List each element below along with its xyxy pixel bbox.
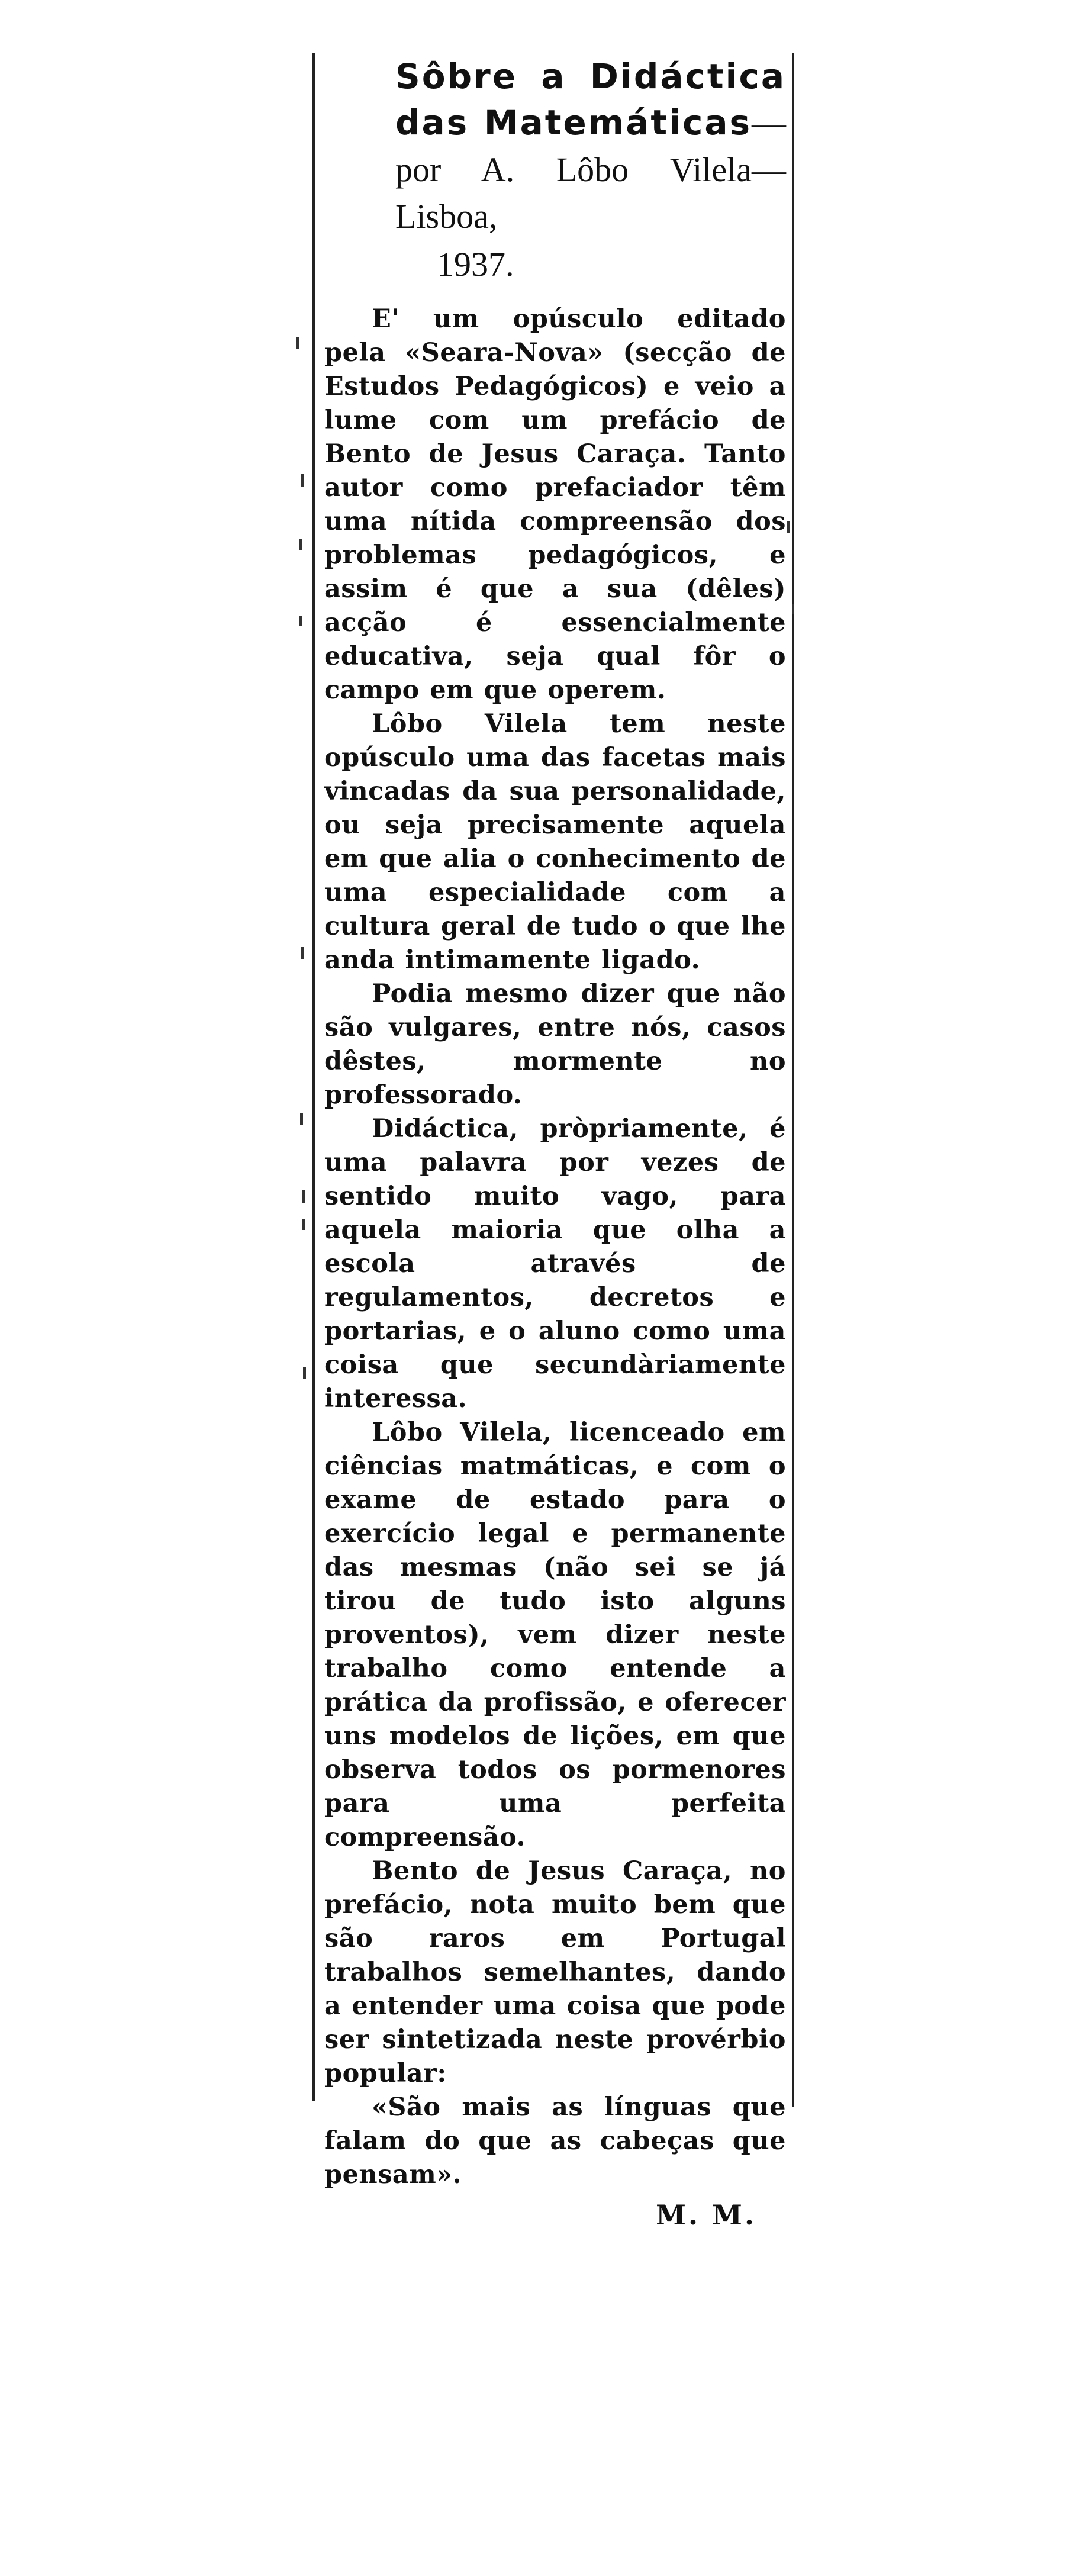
author-signature: M. M. [656, 2199, 756, 2231]
paragraph-7-quote: «São mais as línguas que falam do que as cabeças que pensam». [324, 2092, 786, 2189]
speck [787, 521, 790, 533]
speck [792, 604, 794, 614]
paragraph-2: Lôbo Vilela tem neste opúsculo uma das facetas mais vincadas da sua personalidade, ou seja precisamente aquela em que alia o conhecimento de uma especialidade com a cultura geral de tudo o que lhe anda intimamente ligado. [324, 709, 786, 975]
title-year: 1937. [437, 245, 514, 284]
paragraph-6: Bento de Jesus Caraça, no prefácio, nota muito bem que são raros em Portugal trabalhos semelhantes, dando a entender uma coisa que pode ser sintetizada neste provérbio popular: [324, 1856, 786, 2088]
article-column [324, 53, 786, 2236]
title-author-place: —por A. Lôbo Vilela—Lisboa, [395, 104, 786, 236]
speck [302, 1190, 305, 1203]
left-column-rule [312, 53, 315, 2101]
title-bold-text: Sôbre a Didáctica das Matemáticas [395, 56, 786, 143]
article-title [395, 53, 786, 240]
speck [296, 337, 299, 349]
speck [300, 1113, 303, 1125]
paragraph-5: Lôbo Vilela, licenceado em ciências matmáticas, e com o exame de estado para o exercício legal e permanente das mesmas (não sei se já tirou de tudo isto alguns proventos), vem dizer neste trabalho como entende a prática da profissão, e oferecer uns modelos de lições, em que observa todos os pormenores para uma perfeita compreensão. [324, 1418, 786, 1852]
article-body [324, 302, 786, 2192]
speck [302, 1219, 305, 1230]
newspaper-clipping [320, 53, 799, 2231]
article-heading [395, 53, 786, 289]
speck [299, 539, 302, 550]
right-column-rule [792, 53, 794, 2107]
paragraph-1: E' um opúsculo editado pela «Seara-Nova» (secção de Estudos Pedagógicos) e veio a lume com um prefácio de Bento de Jesus Caraça. Tanto autor como prefaciador têm uma nítida compreensão dos problemas pedagógicos, e assim é que a sua (dêles) acção é essencialmente educativa, seja qual fôr o campo em que operem. [324, 304, 786, 705]
speck [301, 474, 304, 487]
paragraph-4: Didáctica, pròpriamente, é uma palavra por vezes de sentido muito vago, para aquela maioria que olha a escola através de regulamentos, decretos e portarias, e o aluno como uma coisa que secundàriamente interessa. [324, 1114, 786, 1413]
paragraph-3: Podia mesmo dizer que não são vulgares, entre nós, casos dêstes, mormente no professorado. [324, 979, 786, 1110]
speck [301, 947, 304, 959]
speck [303, 1367, 306, 1379]
speck [299, 616, 302, 626]
